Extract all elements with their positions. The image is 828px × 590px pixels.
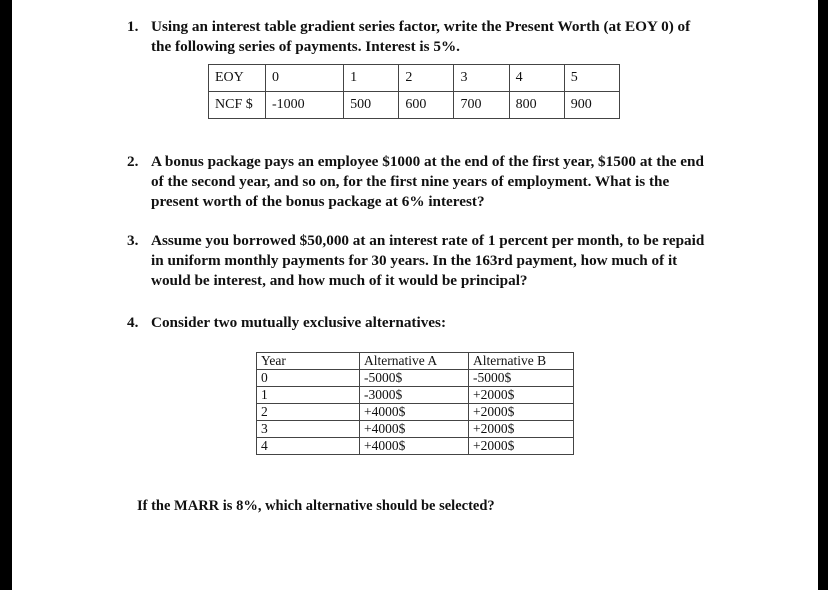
table-cell: +2000$ — [469, 387, 574, 404]
question-number: 4. — [127, 314, 139, 331]
table-cell: 500 — [344, 92, 399, 119]
table-cell: 700 — [454, 92, 509, 119]
table-cell: +4000$ — [360, 404, 469, 421]
left-black-border — [0, 0, 12, 590]
table-header-cell: Alternative B — [469, 353, 574, 370]
table-cell: -3000$ — [360, 387, 469, 404]
table-cell: EOY — [209, 65, 266, 92]
table-cell: 4 — [509, 65, 564, 92]
table-cell: 1 — [344, 65, 399, 92]
table-row — [257, 421, 574, 438]
question-number: 2. — [127, 153, 139, 170]
table-cell: 900 — [564, 92, 619, 119]
table-cell: 3 — [454, 65, 509, 92]
table-row — [257, 438, 574, 455]
question-3 — [127, 231, 737, 293]
question-number: 1. — [127, 18, 139, 35]
table-cell: +2000$ — [469, 421, 574, 438]
question-4 — [127, 313, 737, 335]
question-text-line: Consider two mutually exclusive alternatives: — [151, 314, 447, 331]
table-row — [257, 370, 574, 387]
table-cell: 0 — [266, 65, 344, 92]
question-text-line: A bonus package pays an employee $1000 at the end of the first year, $1500 at the end — [151, 153, 704, 170]
table-cell: -5000$ — [469, 370, 574, 387]
question-text-line: present worth of the bonus package at 6% interest? — [151, 193, 485, 210]
table-row — [209, 65, 620, 92]
question-number: 3. — [127, 232, 139, 249]
alternatives-table — [256, 352, 574, 455]
table-cell: +2000$ — [469, 404, 574, 421]
question-text-line: Using an interest table gradient series factor, write the Present Worth (at EOY 0) of — [151, 18, 691, 35]
table-cell: -1000 — [266, 92, 344, 119]
table-cell: 1 — [257, 387, 360, 404]
table-cell: 5 — [564, 65, 619, 92]
table-cell: 0 — [257, 370, 360, 387]
table-header-cell: Year — [257, 353, 360, 370]
question-text-line: would be interest, and how much of it would be principal? — [151, 272, 528, 289]
question-text-line: of the second year, and so on, for the first nine years of employment. What is the — [151, 173, 670, 190]
payment-series-table — [208, 64, 620, 119]
table-row — [257, 387, 574, 404]
table-cell: 800 — [509, 92, 564, 119]
right-black-border — [818, 0, 828, 590]
table-cell: +4000$ — [360, 438, 469, 455]
table-cell: 600 — [399, 92, 454, 119]
question-2 — [127, 152, 737, 214]
final-question: If the MARR is 8%, which alternative should be selected? — [137, 498, 495, 514]
table-row — [257, 404, 574, 421]
table-row — [209, 92, 620, 119]
table-cell: 3 — [257, 421, 360, 438]
table-cell: +4000$ — [360, 421, 469, 438]
table-cell: NCF $ — [209, 92, 266, 119]
question-text-line: Assume you borrowed $50,000 at an interest rate of 1 percent per month, to be repaid — [151, 232, 705, 249]
table-cell: -5000$ — [360, 370, 469, 387]
question-1 — [127, 17, 737, 59]
table-cell: 4 — [257, 438, 360, 455]
table-row — [257, 353, 574, 370]
table-cell: 2 — [257, 404, 360, 421]
question-text-line: the following series of payments. Interest is 5%. — [151, 38, 460, 55]
table-cell: 2 — [399, 65, 454, 92]
question-text-line: in uniform monthly payments for 30 years. In the 163rd payment, how much of it — [151, 252, 678, 269]
table-header-cell: Alternative A — [360, 353, 469, 370]
table-cell: +2000$ — [469, 438, 574, 455]
